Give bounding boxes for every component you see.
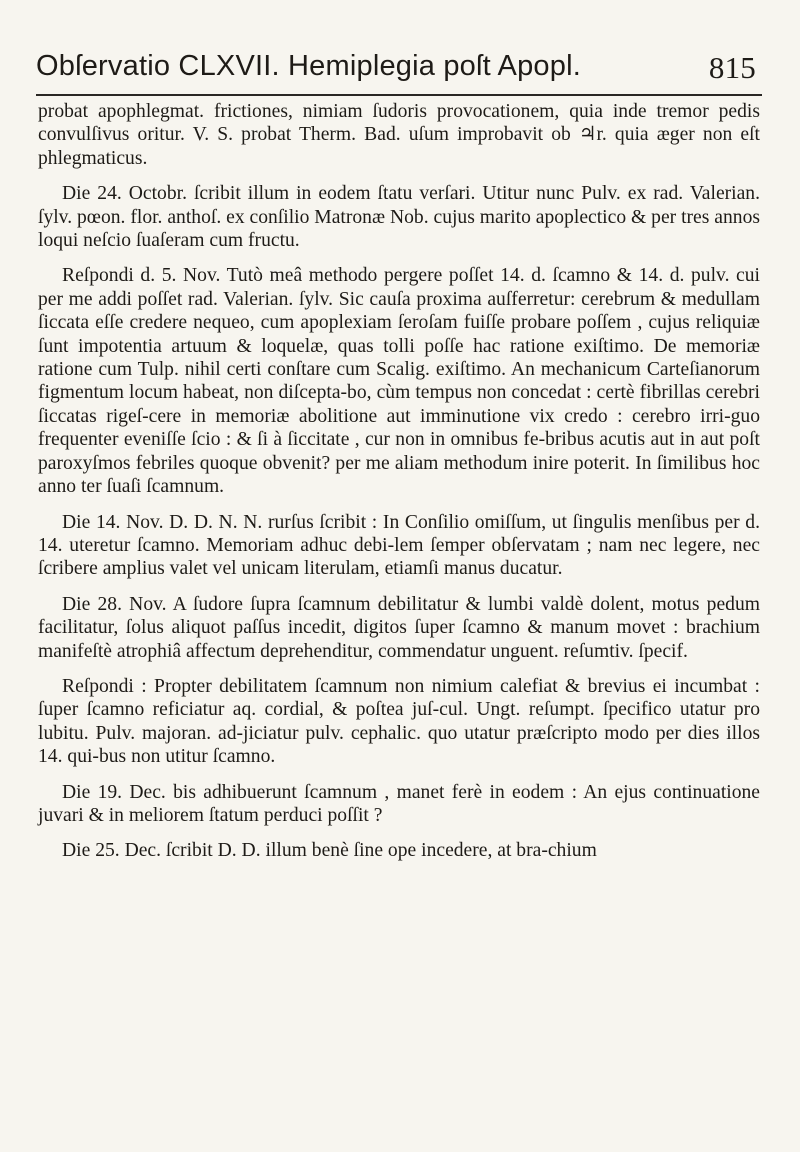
running-header <box>36 50 756 83</box>
paragraph-nov-28: Die 28. Nov. A ſudore ſupra ſcamnum debilitatur & lumbi valdè dolent, motus pedum facilitatur, ſolus aliquot paſſus incedit, digitos ſuper ſcamno & manum movet : brachium manifeſtè atrophiâ affectum deprehenditur, commendatur unguent. reſumtiv. ſpecif. <box>38 593 760 662</box>
paragraph-continuation: probat apophlegmat. frictiones, nimiam ſudoris provocationem, quia inde tremor pedis convulſivus oritur. V. S. probat Therm. Bad. uſum improbavit ob ♃r. quia æger non eſt phlegmaticus. <box>38 101 760 169</box>
paragraph-dec-25: Die 25. Dec. ſcribit D. D. illum benè ſine ope incedere, at bra-chium <box>62 840 597 862</box>
body-text <box>38 100 760 863</box>
paragraph-dec-19: Die 19. Dec. bis adhibuerunt ſcamnum , manet ferè in eodem : An ejus continuatione juvari & in meliorem ſtatum perduci poſſit ? <box>38 781 760 826</box>
page-number: 815 <box>708 50 756 85</box>
paragraph-oct-24: Die 24. Octobr. ſcribit illum in eodem ſtatu verſari. Utitur nunc Pulv. ex rad. Valerian. ſylv. pœon. flor. anthoſ. ex conſilio Matronæ Nob. cujus marito apoplectico & per tres annos loqui neſcio ſuaſeram cum fructu. <box>38 183 760 252</box>
paragraph-nov-14: Die 14. Nov. D. D. N. N. rurſus ſcribit : In Conſilio omiſſum, ut ſingulis menſibus per d. 14. uteretur ſcamno. Memoriam adhuc debi-lem ſemper obſervatam ; nam nec legere, nec ſcribere amplius valet vel unicam literulam, etiamſi manus ducatur. <box>38 511 760 580</box>
running-title: Obſervatio CLXVII. Hemiplegia poſt Apopl. <box>36 50 581 82</box>
header-rule <box>36 94 762 96</box>
paragraph-reply: Reſpondi : Propter debilitatem ſcamnum non nimium calefiat & brevius ei incumbat : ſuper ſcamno reficiatur aq. cordial, & poſtea juſ-cul. Ungt. reſumpt. ſpecifico utatur pro lubitu. Pulv. majoran. ad-jiciatur pulv. cephalic. quo utatur præſcripto modo per dies illos 14. qui-bus non utitur ſcamno. <box>38 675 760 768</box>
paragraph-nov-5-reply: Reſpondi d. 5. Nov. Tutò meâ methodo pergere poſſet 14. d. ſcamno & 14. d. pulv. cui per me addi poſſet rad. Valerian. ſylv. Sic cauſa proxima auſferretur: cerebrum & medullam ſiccata eſſe credere nequeo, cum apoplexiam ſeroſam fuiſſe probare poſſem , cujus reliquiæ ſunt impotentia artuum & loquelæ, quas tolli poſſe hac ratione exiſtimo. De memoriæ ratione cum Tulp. nihil certi conſtare cum Scalig. exiſtimo. An mechanicum Carteſianorum figmentum locum habeat, non diſcepta-bo, cùm tempus non concedat : certè fibrillas cerebri ſiccatas rigeſ-cere in memoriæ abolitione aut imminutione vix credo : cerebro irri-guo frequenter eveniſſe ſcio : & ſi à ſiccitate , cur non in omnibus fe-bribus acutis aut in aut poſt paroxyſmos febriles quoque obvenit? per me aliam methodum inire poterit. In ſimilibus hoc anno ter ſuaſi ſcamnum. <box>38 265 760 498</box>
